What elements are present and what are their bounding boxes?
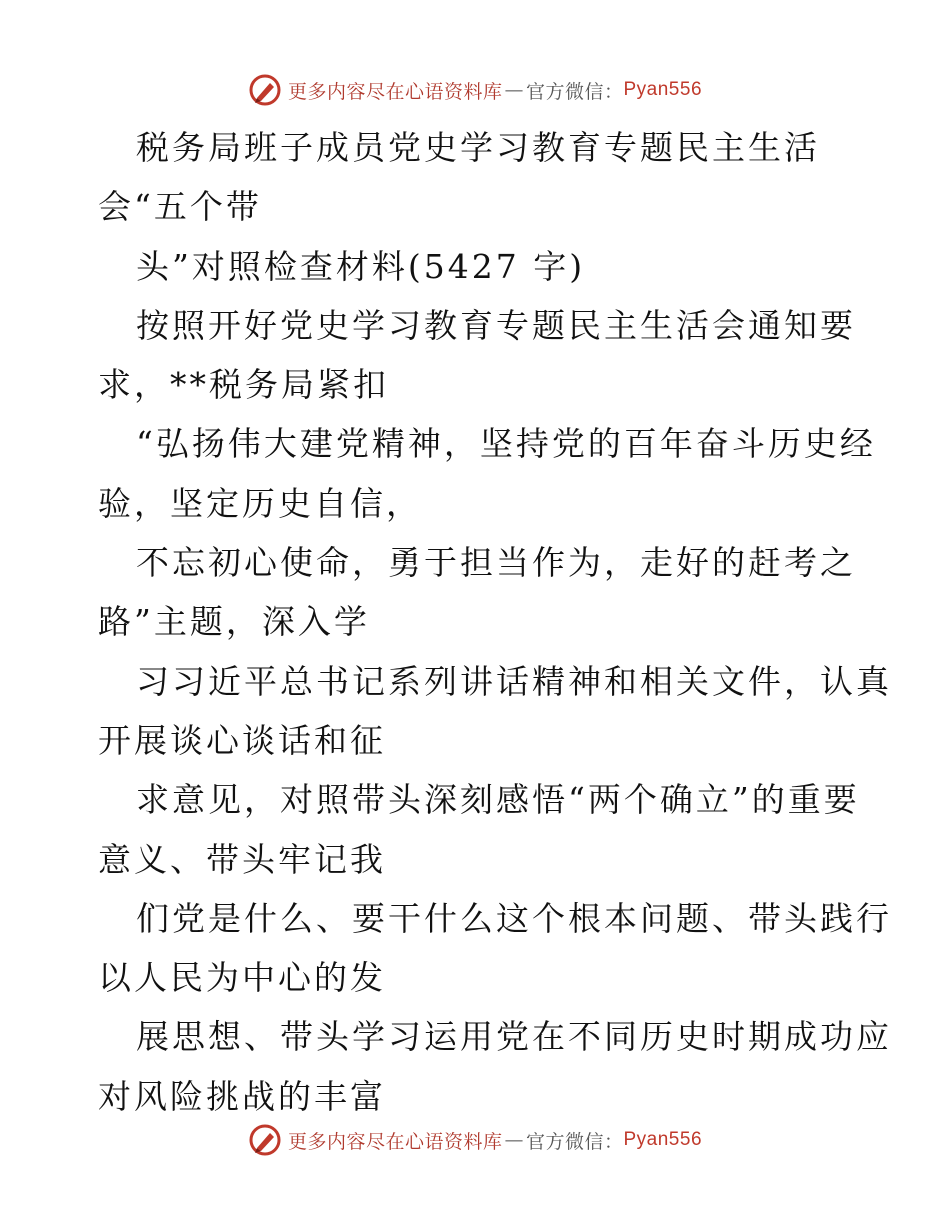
banner-wechat-handle: Pyan556: [623, 1129, 703, 1150]
doc-line: 求，**税务局紧扣: [98, 365, 389, 405]
pen-logo-icon: [248, 1123, 282, 1157]
doc-line: 按照开好党史学习教育专题民主生活会通知要: [136, 305, 856, 345]
banner-dash: —: [504, 79, 524, 101]
doc-line: 开展谈心谈话和征: [98, 720, 386, 760]
doc-line: 会“五个带: [98, 187, 262, 227]
doc-line: 意义、带头牢记我: [98, 839, 386, 879]
doc-line: 求意见，对照带头深刻感悟“两个确立”的重要: [136, 780, 860, 820]
doc-line: 对风险挑战的丰富: [98, 1076, 386, 1116]
pen-logo-icon: [248, 73, 282, 107]
banner-wechat-label: 官方微信：: [525, 80, 624, 103]
doc-line: 税务局班子成员党史学习教育专题民主生活: [136, 128, 820, 167]
footer-watermark-banner: [0, 1118, 950, 1162]
header-watermark-banner: [0, 68, 950, 112]
document-body: [98, 118, 892, 1126]
doc-line: 以人民为中心的发: [98, 958, 386, 998]
doc-line: 习习近平总书记系列讲话精神和相关文件，认真: [136, 661, 892, 701]
doc-line: 展思想、带头学习运用党在不同历史时期成功应: [136, 1017, 892, 1057]
doc-line: 头”对照检查材料(5427 字): [136, 246, 586, 286]
banner-dash: —: [504, 1129, 524, 1151]
banner-brand-text: 更多内容尽在心语资料库: [287, 1130, 503, 1153]
banner-wechat-label: 官方微信：: [525, 1130, 624, 1153]
banner-wechat-handle: Pyan556: [623, 79, 703, 100]
doc-line: “弘扬伟大建党精神，坚持党的百年奋斗历史经: [136, 424, 876, 464]
doc-line: 们党是什么、要干什么这个根本问题、带头践行: [136, 898, 892, 938]
doc-line: 不忘初心使命，勇于担当作为，走好的赶考之: [136, 543, 856, 583]
doc-line: 路”主题，深入学: [98, 602, 370, 642]
banner-brand-text: 更多内容尽在心语资料库: [287, 80, 503, 103]
doc-line: 验，坚定历史自信，: [98, 483, 422, 523]
